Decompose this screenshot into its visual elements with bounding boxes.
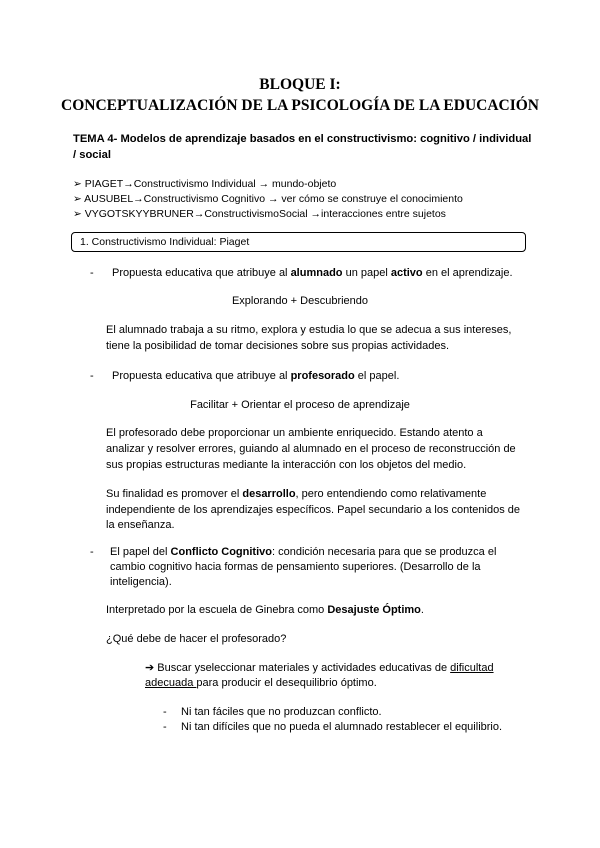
sub-item: Ni tan difíciles que no pueda el alumnado restablecer el equilibrio.	[181, 721, 503, 733]
arrow-item: ➔ Buscar yseleccionar materiales y actividades educativas de dificultad	[145, 662, 494, 674]
centered-phrase: Explorando + Descubriendo	[231, 295, 369, 307]
arrow-item-continuation: adecuada para producir el desequilibrio óptimo.	[145, 677, 377, 689]
centered-phrase: Facilitar + Orientar el proceso de aprendizaje	[190, 399, 410, 411]
paragraph-line: El profesorado debe proporcionar un ambiente enriquecido. Estando atento a	[106, 427, 483, 439]
paragraph-line: tiene la posibilidad de tomar decisiones sobre sus propias actividades.	[106, 340, 450, 352]
bullet-piaget: ➢ PIAGET→Constructivismo Individual → mundo-objeto	[73, 178, 337, 190]
list-dash: -	[90, 267, 94, 279]
sub-dash: -	[163, 706, 167, 718]
paragraph-line: sus propias estructuras mediante la interacción con los objetos del medio.	[106, 459, 467, 471]
list-dash: -	[90, 546, 94, 558]
paragraph-line: analizar y resolver errores, guiando al alumnado en el proceso de reconstrucción de	[106, 443, 516, 455]
bullet-ausubel: ➢ AUSUBEL→Constructivismo Cognitivo → ver cómo se construye el conocimiento	[73, 193, 463, 205]
paragraph-line: Su finalidad es promover el desarrollo, pero entendiendo como relativamente	[106, 488, 487, 500]
list-dash: -	[90, 370, 94, 382]
section-heading-box	[71, 232, 526, 252]
sub-item: Ni tan fáciles que no produzcan conflicto.	[181, 706, 382, 718]
block-title: BLOQUE I:	[259, 76, 341, 93]
list-item-alumnado: Propuesta educativa que atribuye al alumnado un papel activo en el aprendizaje.	[112, 267, 513, 279]
paragraph-line: El alumnado trabaja a su ritmo, explora y estudia lo que se adecua a sus intereses,	[106, 324, 512, 336]
list-item-profesorado: Propuesta educativa que atribuye al profesorado el papel.	[112, 370, 400, 382]
tema-title-line2: / social	[73, 149, 111, 161]
block-subtitle: CONCEPTUALIZACIÓN DE LA PSICOLOGÍA DE LA EDUCACIÓN	[61, 97, 539, 114]
paragraph-line: la enseñanza.	[106, 519, 175, 531]
paragraph-line: independiente de los aprendizajes específicos. Papel secundario a los contenidos de	[106, 504, 521, 516]
paragraph-line: inteligencia).	[110, 576, 172, 588]
list-item-conflicto: El papel del Conflicto Cognitivo: condición necesaria para que se produzca el	[110, 546, 497, 558]
tema-title-line1: TEMA 4- Modelos de aprendizaje basados en el constructivismo: cognitivo / individual	[73, 133, 532, 145]
paragraph-line: cambio cognitivo hacia formas de pensamiento superiores. (Desarrollo de la	[110, 561, 481, 573]
section-heading: 1. Constructivismo Individual: Piaget	[80, 236, 250, 248]
bullet-vygotsky: ➢ VYGOTSKYYBRUNER→ConstructivismoSocial →interacciones entre sujetos	[73, 208, 446, 220]
question-line: ¿Qué debe de hacer el profesorado?	[106, 633, 287, 645]
paragraph-line: Interpretado por la escuela de Ginebra como Desajuste Óptimo.	[106, 604, 424, 616]
sub-dash: -	[163, 721, 167, 733]
